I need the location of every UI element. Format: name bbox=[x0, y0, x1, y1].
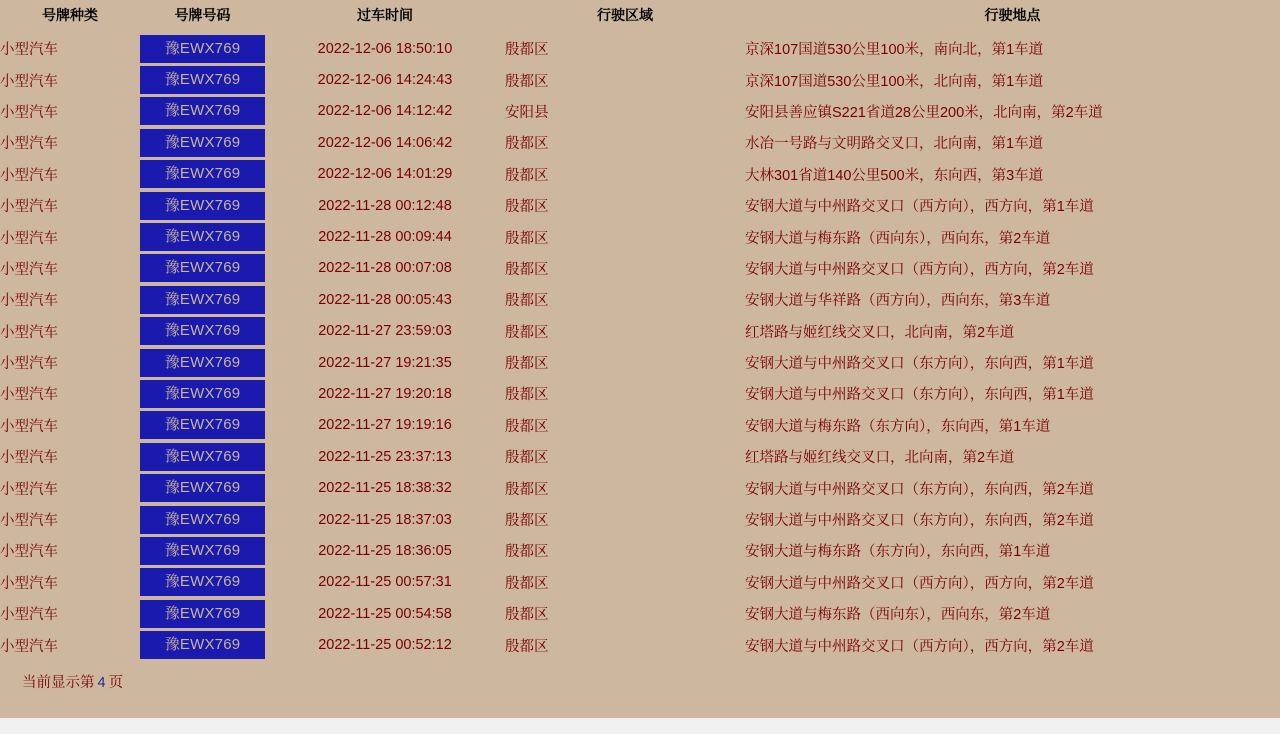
cell-pass-time: 2022-12-06 14:12:42 bbox=[317, 103, 453, 120]
cell-pass-time: 2022-11-28 00:12:48 bbox=[318, 197, 452, 214]
cell-area bbox=[505, 64, 745, 95]
cell-place bbox=[745, 284, 1280, 315]
plate-badge: 豫EWX769 bbox=[140, 506, 265, 534]
place-text: 安钢大道与梅东路（东方向），东向西，第1车道 bbox=[745, 544, 1051, 561]
cell-area bbox=[505, 629, 745, 660]
cell-place bbox=[745, 504, 1280, 535]
area-text: 殷都区 bbox=[505, 42, 549, 59]
plate-badge: 豫EWX769 bbox=[140, 474, 265, 502]
cell-plate-type: 小型汽车 bbox=[0, 481, 58, 498]
place-text: 安钢大道与中州路交叉口（东方向），东向西，第1车道 bbox=[745, 356, 1094, 373]
area-text: 殷都区 bbox=[505, 261, 549, 278]
cell-area bbox=[505, 190, 745, 221]
place-text: 安钢大道与华祥路（西方向），西向东，第3车道 bbox=[745, 293, 1051, 310]
table-row[interactable] bbox=[0, 190, 1280, 221]
cell-area bbox=[505, 127, 745, 158]
cell-place bbox=[745, 127, 1280, 158]
cell-pass-time: 2022-11-25 18:36:05 bbox=[318, 542, 452, 559]
table-row[interactable] bbox=[0, 316, 1280, 347]
cell-plate-number[interactable] bbox=[140, 253, 265, 284]
area-text: 殷都区 bbox=[505, 607, 549, 624]
cell-plate-type: 小型汽车 bbox=[0, 513, 58, 530]
area-text: 殷都区 bbox=[505, 513, 549, 530]
plate-badge: 豫EWX769 bbox=[140, 223, 265, 251]
cell-place bbox=[745, 598, 1280, 629]
column-header-place: 行驶地点 bbox=[984, 7, 1041, 23]
table-row[interactable] bbox=[0, 33, 1280, 64]
plate-badge: 豫EWX769 bbox=[140, 192, 265, 220]
cell-place bbox=[745, 378, 1280, 409]
cell-pass-time: 2022-11-25 00:54:58 bbox=[318, 605, 452, 622]
cell-plate-number[interactable] bbox=[140, 221, 265, 252]
cell-pass-time: 2022-11-25 18:37:03 bbox=[318, 511, 452, 528]
cell-pass-time: 2022-11-27 19:21:35 bbox=[318, 354, 452, 371]
table-row[interactable] bbox=[0, 441, 1280, 472]
cell-plate-type: 小型汽车 bbox=[0, 73, 58, 90]
plate-badge: 豫EWX769 bbox=[140, 631, 265, 659]
plate-badge: 豫EWX769 bbox=[140, 380, 265, 408]
column-header-plate-number: 号牌号码 bbox=[174, 7, 231, 23]
cell-area bbox=[505, 410, 745, 441]
cell-place bbox=[745, 159, 1280, 190]
cell-plate-type: 小型汽车 bbox=[0, 261, 58, 278]
table-header bbox=[0, 0, 1280, 33]
cell-pass-time: 2022-11-25 23:37:13 bbox=[318, 448, 452, 465]
cell-plate-type: 小型汽车 bbox=[0, 638, 58, 655]
place-text: 京深107国道530公里100米，北向南，第1车道 bbox=[745, 73, 1044, 90]
current-page-number: 4 bbox=[97, 674, 106, 691]
cell-area bbox=[505, 347, 745, 378]
cell-pass-time: 2022-11-27 23:59:03 bbox=[318, 323, 452, 340]
table-row[interactable] bbox=[0, 629, 1280, 660]
cell-place bbox=[745, 96, 1280, 127]
cell-plate-number[interactable] bbox=[140, 504, 265, 535]
place-text: 安钢大道与中州路交叉口（东方向），东向西，第2车道 bbox=[745, 481, 1094, 498]
cell-plate-type: 小型汽车 bbox=[0, 324, 58, 341]
cell-pass-time: 2022-11-28 00:07:08 bbox=[318, 260, 452, 277]
table-row[interactable] bbox=[0, 410, 1280, 441]
place-text: 安钢大道与梅东路（西向东），西向东，第2车道 bbox=[745, 230, 1051, 247]
cell-plate-number[interactable] bbox=[140, 284, 265, 315]
cell-plate-number[interactable] bbox=[140, 96, 265, 127]
cell-plate-number[interactable] bbox=[140, 472, 265, 503]
place-text: 安钢大道与中州路交叉口（西方向），西方向，第2车道 bbox=[745, 261, 1094, 278]
cell-plate-type: 小型汽车 bbox=[0, 230, 58, 247]
cell-pass-time: 2022-11-27 19:19:16 bbox=[318, 417, 452, 434]
place-text: 安钢大道与梅东路（西向东），西向东，第2车道 bbox=[745, 607, 1051, 624]
plate-badge: 豫EWX769 bbox=[140, 254, 265, 282]
plate-badge: 豫EWX769 bbox=[140, 35, 265, 63]
cell-area bbox=[505, 472, 745, 503]
cell-pass-time: 2022-12-06 14:06:42 bbox=[317, 134, 453, 151]
cell-plate-number[interactable] bbox=[140, 629, 265, 660]
cell-pass-time: 2022-11-25 18:38:32 bbox=[318, 480, 452, 497]
cell-plate-number[interactable] bbox=[140, 127, 265, 158]
cell-place bbox=[745, 535, 1280, 566]
plate-badge: 豫EWX769 bbox=[140, 349, 265, 377]
table-row[interactable] bbox=[0, 64, 1280, 95]
table-row[interactable] bbox=[0, 284, 1280, 315]
cell-plate-number[interactable] bbox=[140, 441, 265, 472]
plate-badge: 豫EWX769 bbox=[140, 600, 265, 628]
cell-plate-type: 小型汽车 bbox=[0, 418, 58, 435]
table-row[interactable] bbox=[0, 504, 1280, 535]
cell-plate-number[interactable] bbox=[140, 190, 265, 221]
plate-badge: 豫EWX769 bbox=[140, 286, 265, 314]
area-text: 殷都区 bbox=[505, 73, 549, 90]
plate-badge: 豫EWX769 bbox=[140, 97, 265, 125]
area-text: 殷都区 bbox=[505, 387, 549, 404]
place-text: 安钢大道与中州路交叉口（西方向），西方向，第2车道 bbox=[745, 575, 1094, 592]
table-row[interactable] bbox=[0, 378, 1280, 409]
cell-place bbox=[745, 629, 1280, 660]
cell-plate-number[interactable] bbox=[140, 567, 265, 598]
place-text: 红塔路与姬红线交叉口，北向南，第2车道 bbox=[745, 324, 1015, 341]
cell-pass-time: 2022-11-25 00:52:12 bbox=[318, 637, 452, 654]
cell-area bbox=[505, 33, 745, 64]
cell-plate-number[interactable] bbox=[140, 159, 265, 190]
plate-badge: 豫EWX769 bbox=[140, 160, 265, 188]
bottom-strip bbox=[0, 718, 1280, 734]
table-row[interactable] bbox=[0, 221, 1280, 252]
cell-plate-type: 小型汽车 bbox=[0, 575, 58, 592]
area-text: 殷都区 bbox=[505, 481, 549, 498]
cell-place bbox=[745, 190, 1280, 221]
pagination-status bbox=[0, 671, 1280, 692]
cell-plate-type: 小型汽车 bbox=[0, 293, 58, 310]
table-body bbox=[0, 33, 1280, 661]
cell-pass-time: 2022-11-28 00:09:44 bbox=[318, 229, 452, 246]
pagination-prefix: 当前显示第 bbox=[22, 674, 95, 691]
cell-place bbox=[745, 472, 1280, 503]
table-header-row bbox=[0, 0, 1280, 33]
column-header-area: 行驶区域 bbox=[597, 7, 653, 23]
cell-place bbox=[745, 253, 1280, 284]
cell-area bbox=[505, 535, 745, 566]
cell-pass-time: 2022-12-06 14:01:29 bbox=[317, 166, 453, 183]
cell-area bbox=[505, 441, 745, 472]
cell-place bbox=[745, 64, 1280, 95]
area-text: 殷都区 bbox=[505, 293, 549, 310]
table-row[interactable] bbox=[0, 347, 1280, 378]
cell-plate-type: 小型汽车 bbox=[0, 607, 58, 624]
cell-plate-type: 小型汽车 bbox=[0, 450, 58, 467]
cell-plate-type: 小型汽车 bbox=[0, 167, 58, 184]
cell-place bbox=[745, 347, 1280, 378]
area-text: 殷都区 bbox=[505, 638, 549, 655]
table-row[interactable] bbox=[0, 159, 1280, 190]
cell-plate-type: 小型汽车 bbox=[0, 356, 58, 373]
cell-area bbox=[505, 567, 745, 598]
cell-place bbox=[745, 33, 1280, 64]
place-text: 红塔路与姬红线交叉口，北向南，第2车道 bbox=[745, 450, 1015, 467]
cell-plate-type: 小型汽车 bbox=[0, 136, 58, 153]
table-row[interactable] bbox=[0, 598, 1280, 629]
cell-pass-time: 2022-11-25 00:57:31 bbox=[318, 574, 452, 591]
cell-plate-type: 小型汽车 bbox=[0, 387, 58, 404]
area-text: 殷都区 bbox=[505, 418, 549, 435]
plate-badge: 豫EWX769 bbox=[140, 443, 265, 471]
place-text: 安阳县善应镇S221省道28公里200米，北向南，第2车道 bbox=[745, 104, 1103, 121]
cell-place bbox=[745, 316, 1280, 347]
cell-plate-number[interactable] bbox=[140, 347, 265, 378]
table-row[interactable] bbox=[0, 96, 1280, 127]
plate-badge: 豫EWX769 bbox=[140, 537, 265, 565]
table-row[interactable] bbox=[0, 535, 1280, 566]
plate-badge: 豫EWX769 bbox=[140, 568, 265, 596]
table-row[interactable] bbox=[0, 253, 1280, 284]
plate-badge: 豫EWX769 bbox=[140, 317, 265, 345]
area-text: 殷都区 bbox=[505, 544, 549, 561]
cell-plate-number[interactable] bbox=[140, 378, 265, 409]
cell-area bbox=[505, 253, 745, 284]
area-text: 安阳县 bbox=[505, 104, 549, 121]
cell-plate-number[interactable] bbox=[140, 64, 265, 95]
cell-pass-time: 2022-12-06 18:50:10 bbox=[317, 40, 453, 57]
cell-plate-number[interactable] bbox=[140, 535, 265, 566]
cell-plate-number[interactable] bbox=[140, 598, 265, 629]
cell-area bbox=[505, 316, 745, 347]
place-text: 京深107国道530公里100米，南向北，第1车道 bbox=[745, 42, 1044, 59]
cell-place bbox=[745, 221, 1280, 252]
cell-plate-number[interactable] bbox=[140, 316, 265, 347]
area-text: 殷都区 bbox=[505, 450, 549, 467]
place-text: 安钢大道与中州路交叉口（西方向），西方向，第1车道 bbox=[745, 199, 1094, 216]
plate-badge: 豫EWX769 bbox=[140, 66, 265, 94]
place-text: 大林301省道140公里500米，东向西，第3车道 bbox=[745, 167, 1044, 184]
place-text: 安钢大道与中州路交叉口（东方向），东向西，第1车道 bbox=[745, 387, 1094, 404]
cell-pass-time: 2022-11-27 19:20:18 bbox=[318, 385, 452, 402]
plate-badge: 豫EWX769 bbox=[140, 129, 265, 157]
cell-area bbox=[505, 504, 745, 535]
cell-plate-number[interactable] bbox=[140, 410, 265, 441]
cell-place bbox=[745, 410, 1280, 441]
place-text: 安钢大道与梅东路（东方向），东向西，第1车道 bbox=[745, 418, 1051, 435]
area-text: 殷都区 bbox=[505, 575, 549, 592]
cell-pass-time: 2022-12-06 14:24:43 bbox=[317, 72, 453, 89]
column-header-pass-time: 过车时间 bbox=[357, 7, 413, 23]
cell-area bbox=[505, 159, 745, 190]
cell-plate-type: 小型汽车 bbox=[0, 104, 58, 121]
area-text: 殷都区 bbox=[505, 356, 549, 373]
cell-place bbox=[745, 567, 1280, 598]
cell-plate-type: 小型汽车 bbox=[0, 42, 58, 59]
area-text: 殷都区 bbox=[505, 136, 549, 153]
cell-place bbox=[745, 441, 1280, 472]
table-row[interactable] bbox=[0, 567, 1280, 598]
cell-plate-number[interactable] bbox=[140, 33, 265, 64]
cell-area bbox=[505, 378, 745, 409]
column-header-plate-type: 号牌种类 bbox=[42, 7, 98, 23]
cell-plate-type: 小型汽车 bbox=[0, 544, 58, 561]
area-text: 殷都区 bbox=[505, 324, 549, 341]
area-text: 殷都区 bbox=[505, 230, 549, 247]
area-text: 殷都区 bbox=[505, 167, 549, 184]
area-text: 殷都区 bbox=[505, 199, 549, 216]
cell-area bbox=[505, 221, 745, 252]
plate-badge: 豫EWX769 bbox=[140, 411, 265, 439]
place-text: 安钢大道与中州路交叉口（东方向），东向西，第2车道 bbox=[745, 513, 1094, 530]
cell-plate-type: 小型汽车 bbox=[0, 199, 58, 216]
table-row[interactable] bbox=[0, 127, 1280, 158]
cell-area bbox=[505, 284, 745, 315]
table-row[interactable] bbox=[0, 472, 1280, 503]
pagination-suffix: 页 bbox=[108, 674, 124, 691]
place-text: 安钢大道与中州路交叉口（西方向），西方向，第2车道 bbox=[745, 638, 1094, 655]
place-text: 水冶一号路与文明路交叉口，北向南，第1车道 bbox=[745, 136, 1044, 153]
cell-area bbox=[505, 598, 745, 629]
cell-pass-time: 2022-11-28 00:05:43 bbox=[318, 291, 452, 308]
cell-area bbox=[505, 96, 745, 127]
